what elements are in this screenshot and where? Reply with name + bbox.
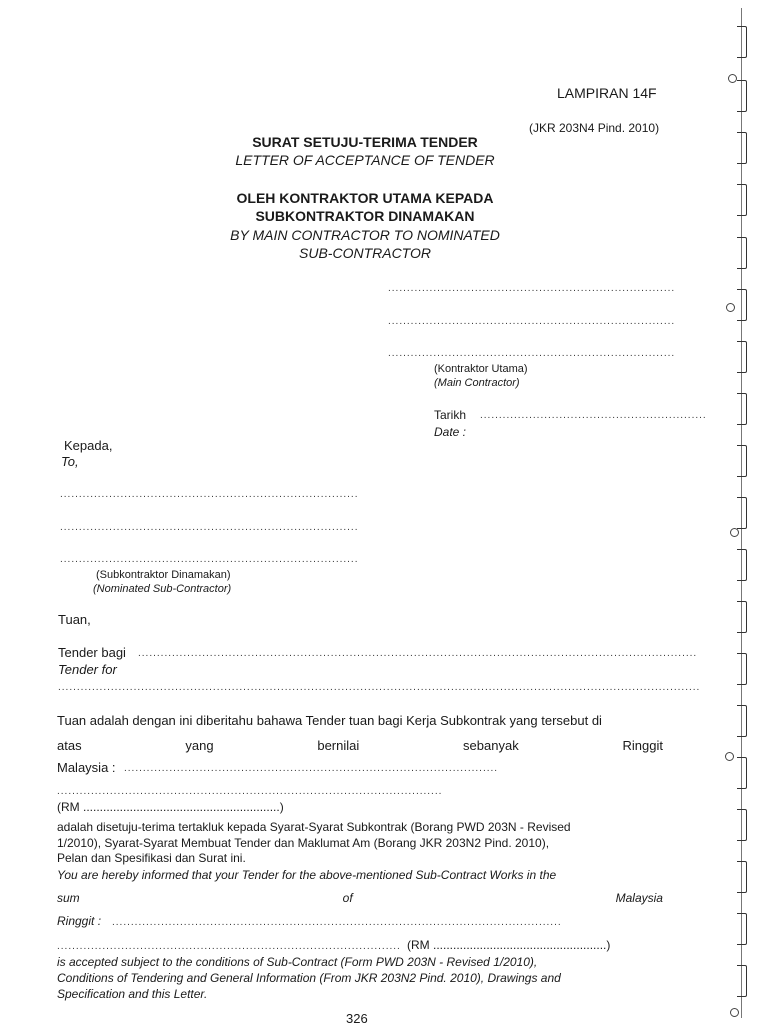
- recipient-label-malay: (Subkontraktor Dinamakan): [96, 569, 231, 581]
- english-paragraph-rest-3: Specification and this Letter.: [57, 987, 208, 1001]
- english-paragraph-line-1: You are hereby informed that your Tender for the above-mentioned Sub-Contract Works in the: [57, 868, 557, 882]
- word-sebanyak: sebanyak: [463, 738, 519, 753]
- binder-slot: [737, 913, 747, 945]
- main-contractor-label-malay: (Kontraktor Utama): [434, 363, 528, 375]
- main-contractor-line-1: ............................................................................: [388, 283, 676, 294]
- subtitle-malay-line1: OLEH KONTRAKTOR UTAMA KEPADA: [236, 190, 494, 206]
- recipient-line-1: ...............................................................................: [60, 489, 359, 500]
- date-label-malay: Tarikh: [434, 408, 467, 422]
- recipient-label-english: (Nominated Sub-Contractor): [93, 583, 232, 595]
- binder-slot: [737, 80, 747, 112]
- binder-slot: [737, 132, 747, 164]
- ringgit-line: .......................................................................................................................: [112, 917, 562, 928]
- english-paragraph-rest-2: Conditions of Tendering and General Information (From JKR 203N2 Pind. 2010), Drawings and: [57, 971, 561, 985]
- malay-paragraph-rest-2: 1/2010), Syarat-Syarat Membuat Tender dan Maklumat Am (Borang JKR 203N2 Pind. 2010),: [57, 836, 550, 850]
- malay-paragraph-justified-line: [57, 738, 663, 753]
- binder-slot: [737, 965, 747, 997]
- rm-amount-malay: (RM ...........................................................): [57, 800, 284, 814]
- binder-slot: [737, 705, 747, 737]
- binder-slot: [737, 601, 747, 633]
- word-ringgit: Ringgit: [622, 738, 663, 753]
- word-sum: sum: [57, 891, 80, 905]
- rm-amount-english: (RM ....................................................): [407, 938, 611, 952]
- word-atas: atas: [57, 738, 82, 753]
- binder-slot: [737, 184, 747, 216]
- binder-slot: [737, 497, 747, 529]
- rm-english-left-line: ...........................................................................................: [57, 941, 401, 952]
- salutation: Tuan,: [58, 612, 91, 627]
- amount-extra-line: ......................................................................................................: [57, 786, 443, 797]
- malaysia-line: ...................................................................................................: [124, 763, 499, 774]
- appendix-label: LAMPIRAN 14F: [557, 85, 657, 101]
- binder-slot: [737, 809, 747, 841]
- word-yang: yang: [185, 738, 214, 753]
- main-contractor-line-3: ............................................................................: [388, 348, 676, 359]
- recipient-line-2: ...............................................................................: [60, 522, 359, 533]
- english-paragraph-rest-1: is accepted subject to the conditions of Sub-Contract (Form PWD 203N - Revised 1/2010),: [57, 955, 538, 969]
- subtitle-english-line1: BY MAIN CONTRACTOR TO NOMINATED: [230, 227, 500, 243]
- ringgit-label: Ringgit :: [57, 914, 102, 928]
- binder-slot: [737, 289, 747, 321]
- page-number: 326: [346, 1011, 368, 1026]
- tender-for-line-2: ..........................................................................................................................................................................: [58, 682, 701, 693]
- title-english: LETTER OF ACCEPTANCE OF TENDER: [235, 152, 495, 168]
- subtitle-english-line2: SUB-CONTRACTOR: [299, 245, 431, 261]
- date-label-english: Date :: [434, 425, 467, 439]
- binder-slot: [737, 445, 747, 477]
- binder-slot: [737, 653, 747, 685]
- malaysia-label: Malaysia :: [57, 760, 116, 775]
- binder-hole: [725, 752, 734, 761]
- main-contractor-label-english: (Main Contractor): [434, 377, 520, 389]
- malay-paragraph-line-1: Tuan adalah dengan ini diberitahu bahawa Tender tuan bagi Kerja Subkontrak yang tersebut di: [57, 713, 602, 728]
- tender-for-label-malay: Tender bagi: [58, 645, 126, 660]
- title-malay: SURAT SETUJU-TERIMA TENDER: [252, 134, 478, 150]
- binder-slot: [737, 237, 747, 269]
- binder-hole: [730, 528, 739, 537]
- binder-hole: [730, 1008, 739, 1017]
- binder-slot: [737, 393, 747, 425]
- tender-for-label-english: Tender for: [58, 662, 117, 677]
- malay-paragraph-rest-3: Pelan dan Spesifikasi dan Surat ini.: [57, 851, 246, 865]
- binder-slot: [737, 341, 747, 373]
- binder-hole: [726, 303, 735, 312]
- word-malaysia: Malaysia: [615, 891, 663, 905]
- binder-slot: [737, 757, 747, 789]
- binder-strip: [728, 0, 768, 1024]
- malay-paragraph-rest-1: adalah disetuju-terima tertakluk kepada Syarat-Syarat Subkontrak (Borang PWD 203N - Revised: [57, 820, 571, 834]
- form-reference: (JKR 203N4 Pind. 2010): [529, 121, 660, 135]
- to-label-english: To,: [61, 454, 79, 469]
- word-of: of: [342, 891, 353, 905]
- to-label-malay: Kepada,: [64, 438, 113, 453]
- subtitle-malay-line2: SUBKONTRAKTOR DINAMAKAN: [255, 208, 475, 224]
- date-line: ............................................................: [480, 410, 707, 421]
- recipient-line-3: ...............................................................................: [60, 554, 359, 565]
- binder-slot: [737, 549, 747, 581]
- main-contractor-line-2: ............................................................................: [388, 316, 676, 327]
- binder-slot: [737, 26, 747, 58]
- word-bernilai: bernilai: [317, 738, 360, 753]
- english-paragraph-justified-line: [57, 891, 663, 905]
- binder-slot: [737, 861, 747, 893]
- binder-hole: [728, 74, 737, 83]
- tender-for-line-1: ....................................................................................................................................................: [138, 648, 698, 659]
